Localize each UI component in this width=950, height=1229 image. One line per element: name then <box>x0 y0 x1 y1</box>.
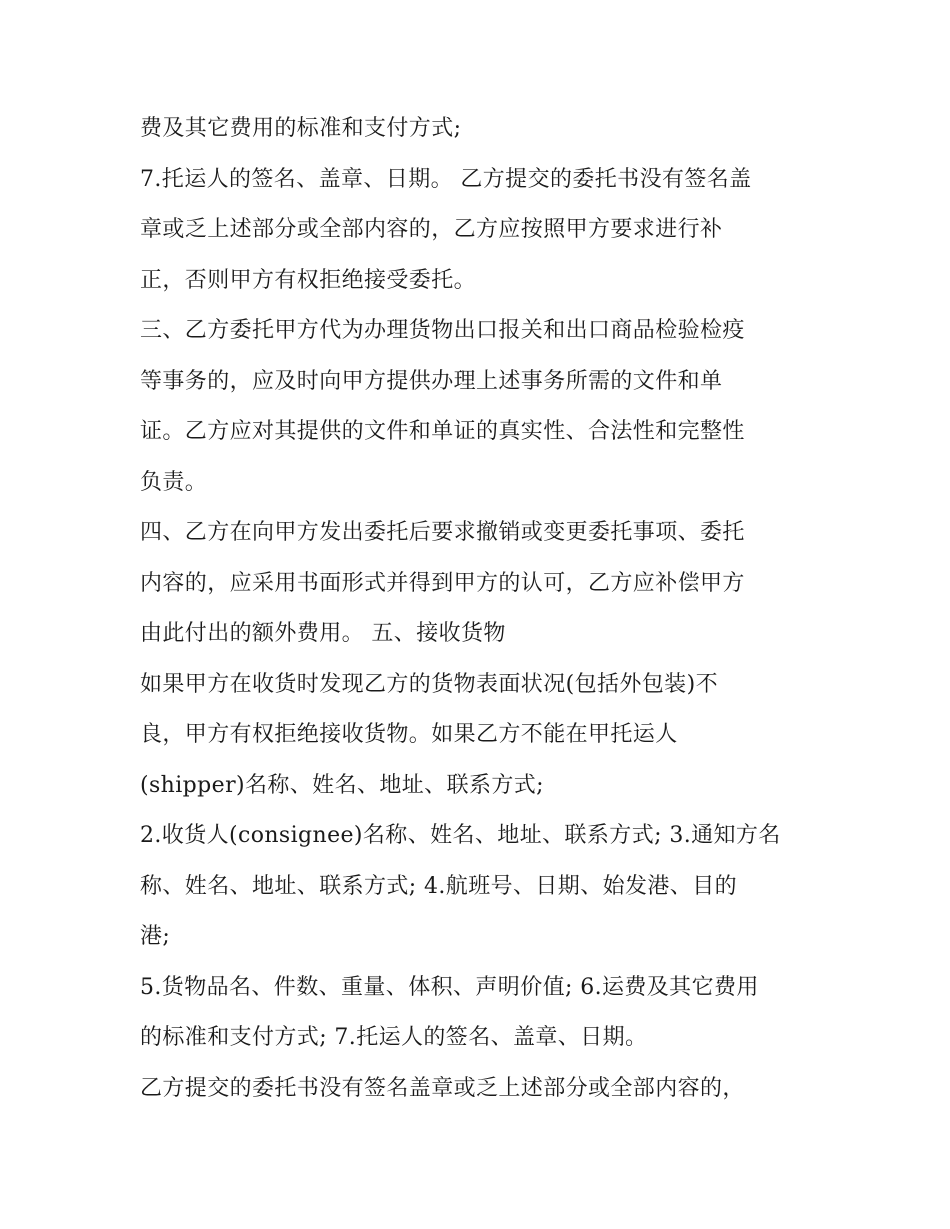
text-line: 等事务的，应及时向甲方提供办理上述事务所需的文件和单 <box>140 368 723 394</box>
text-line: 的标准和支付方式; 7.托运人的签名、盖章、日期。 <box>140 1025 648 1050</box>
text-line: 如果甲方在收货时发现乙方的货物表面状况(包括外包装)不 <box>140 671 718 697</box>
document-body <box>140 104 820 1114</box>
text-line: 乙方提交的委托书没有签名盖章或乏上述部分或全部内容的， <box>140 1075 745 1101</box>
text-line: 7.托运人的签名、盖章、日期。 乙方提交的委托书没有签名盖 <box>140 166 752 192</box>
text-line: 港; <box>140 924 171 949</box>
text-line: 良，甲方有权拒绝接收货物。如果乙方不能在甲托运人 <box>140 722 678 747</box>
text-line: 费及其它费用的标准和支付方式; <box>140 116 462 141</box>
text-line: 三、乙方委托甲方代为办理货物出口报关和出口商品检验检疫 <box>140 318 745 343</box>
text-line: 证。乙方应对其提供的文件和单证的真实性、合法性和完整性 <box>140 419 745 444</box>
text-line: 2.收货人(consignee)名称、姓名、地址、联系方式; 3.通知方名 <box>140 823 781 848</box>
text-line: 内容的，应采用书面形式并得到甲方的认可，乙方应补偿甲方 <box>140 570 745 596</box>
text-line: 正，否则甲方有权拒绝接受委托。 <box>140 267 477 293</box>
text-line: 5.货物品名、件数、重量、体积、声明价值; 6.运费及其它费用 <box>140 974 759 1000</box>
text-line: 章或乏上述部分或全部内容的，乙方应按照甲方要求进行补 <box>140 217 723 242</box>
text-line: 负责。 <box>140 469 208 495</box>
text-line: (shipper)名称、姓名、地址、联系方式; <box>140 772 544 798</box>
text-line: 称、姓名、地址、联系方式; 4.航班号、日期、始发港、目的 <box>140 873 737 899</box>
text-line: 四、乙方在向甲方发出委托后要求撤销或变更委托事项、委托 <box>140 520 745 545</box>
text-line: 由此付出的额外费用。 五、接收货物 <box>140 621 506 646</box>
